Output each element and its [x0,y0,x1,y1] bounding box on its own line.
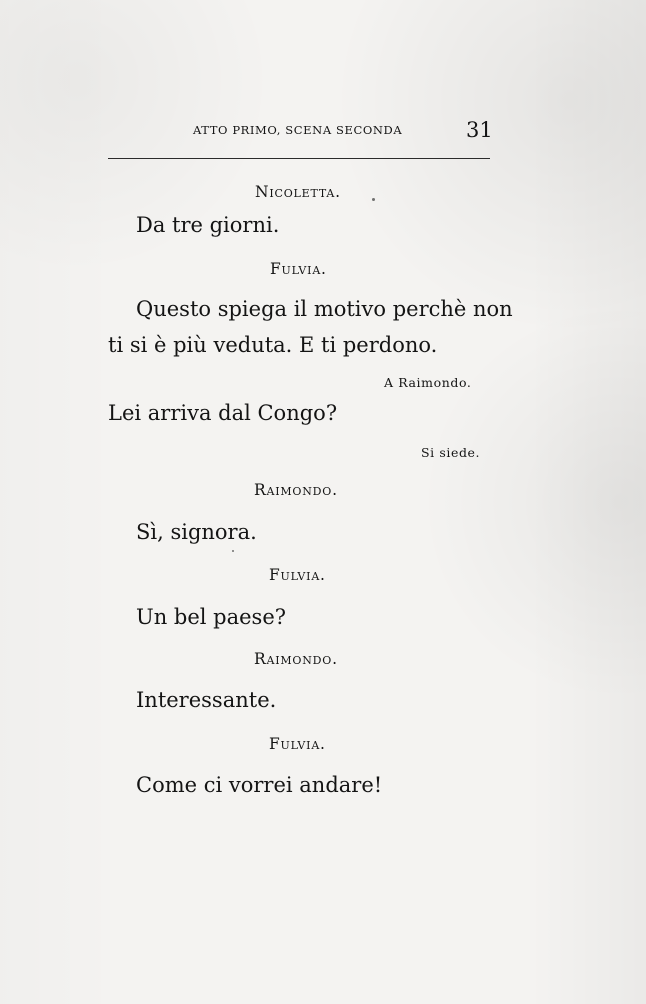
speaker-fulvia: Fulvia. [270,260,327,278]
speaker-fulvia: Fulvia. [269,735,326,753]
speaker-nicoletta: Nicoletta. [255,183,341,201]
dialogue-line: Sì, signora. [136,520,257,544]
stage-direction: A Raimondo. [384,375,472,390]
dialogue-line: Un bel paese? [136,605,287,629]
dialogue-line: Lei arriva dal Congo? [108,401,338,425]
page-number: 31 [466,118,493,142]
speaker-raimondo: Raimondo. [254,481,338,499]
speaker-fulvia: Fulvia. [269,566,326,584]
paper-speck [372,198,375,201]
stage-direction: Si siede. [421,445,481,460]
header-rule [108,158,490,159]
speaker-raimondo: Raimondo. [254,650,338,668]
paper-speck [232,550,234,552]
dialogue-line: Interessante. [136,688,277,712]
dialogue-line: Come ci vorrei andare! [136,773,383,797]
dialogue-line: Da tre giorni. [136,213,280,237]
running-title: ATTO PRIMO, SCENA SECONDA [193,123,403,137]
dialogue-line: ti si è più veduta. E ti perdono. [108,333,438,357]
dialogue-line: Questo spiega il motivo perchè non [136,297,513,321]
